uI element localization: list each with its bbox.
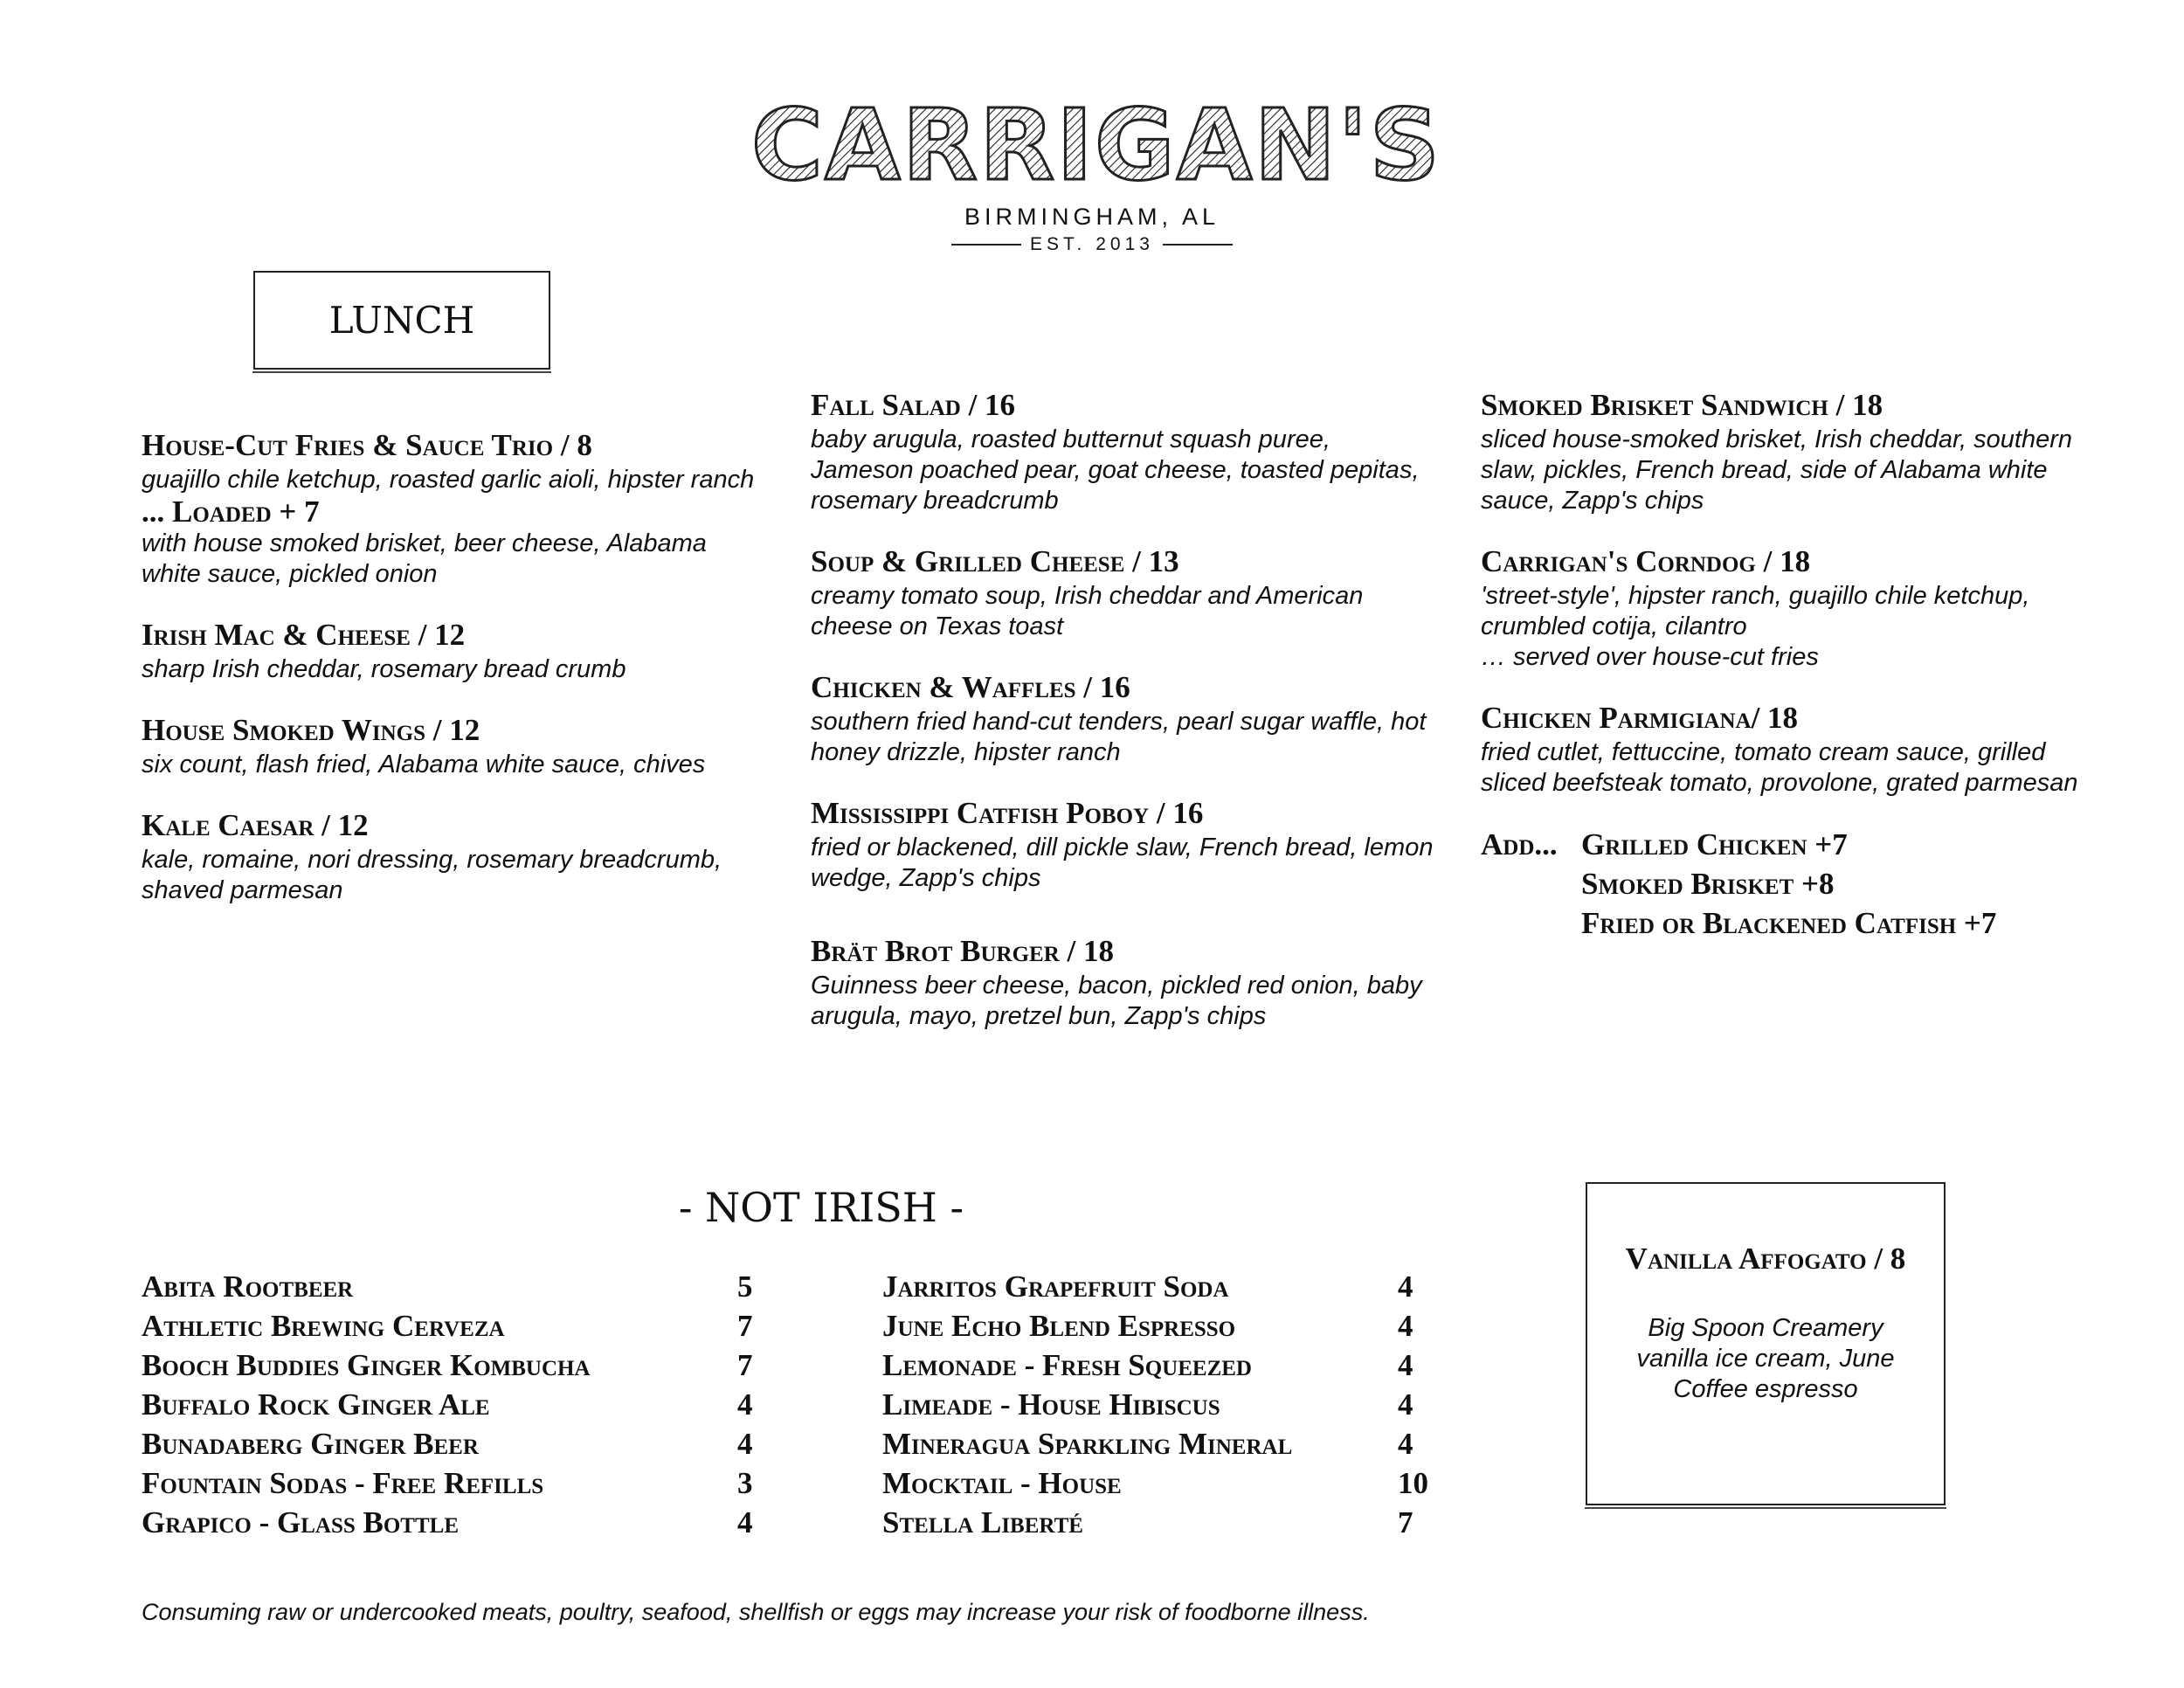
dessert-description: Big Spoon Creamery vanilla ice cream, June Coffee espresso bbox=[1636, 1314, 1895, 1403]
dessert-box bbox=[1586, 1182, 1946, 1505]
add-ons-label: Add... bbox=[1481, 827, 1558, 861]
beverage-price: 4 bbox=[737, 1387, 753, 1422]
beverage-price: 4 bbox=[1398, 1387, 1413, 1422]
beverage-row bbox=[882, 1463, 1428, 1503]
menu-item bbox=[811, 668, 1440, 768]
item-name: House-Cut Fries & Sauce Trio / 8 bbox=[142, 428, 592, 462]
beverage-name: Booch Buddies Ginger Kombucha bbox=[142, 1347, 591, 1382]
restaurant-logo bbox=[750, 87, 1442, 203]
item-description: southern fried hand-cut tenders, pearl sugar waffle, hot honey drizzle, hipster ranch bbox=[811, 708, 1427, 766]
lunch-heading-box bbox=[253, 271, 550, 370]
menu-item bbox=[142, 711, 771, 780]
beverage-price: 10 bbox=[1398, 1465, 1428, 1500]
beverage-price: 5 bbox=[737, 1269, 753, 1304]
menu-item bbox=[142, 806, 771, 906]
item-name: Kale Caesar / 12 bbox=[142, 808, 369, 842]
item-name: Carrigan's Corndog / 18 bbox=[1481, 544, 1811, 578]
beverage-price: 4 bbox=[1398, 1269, 1413, 1304]
item-name: Brät Brot Burger / 18 bbox=[811, 934, 1114, 968]
item-description: guajillo chile ketchup, roasted garlic aioli, hipster ranch bbox=[142, 466, 755, 494]
beverage-name: Buffalo Rock Ginger Ale bbox=[142, 1387, 490, 1422]
add-on-item: Smoked Brisket +8 bbox=[1581, 867, 1835, 901]
add-on-item: Grilled Chicken +7 bbox=[1581, 827, 1848, 861]
lunch-heading: LUNCH bbox=[328, 299, 475, 342]
beverage-price: 7 bbox=[737, 1308, 753, 1343]
item-name: Chicken Parmigiana/ 18 bbox=[1481, 701, 1799, 735]
beverage-name: Limeade - House Hibiscus bbox=[882, 1387, 1220, 1422]
beverage-name: Stella Liberté bbox=[882, 1505, 1083, 1539]
item-name: Irish Mac & Cheese / 12 bbox=[142, 618, 466, 652]
menu-item bbox=[1481, 386, 2110, 516]
beverage-row bbox=[882, 1267, 1428, 1306]
dessert-name: Vanilla Affogato / 8 bbox=[1625, 1242, 1906, 1276]
food-safety-disclaimer: Consuming raw or undercooked meats, poultry, seafood, shellfish or eggs may increase your risk of foodborne illness. bbox=[142, 1599, 1370, 1625]
item-name: Smoked Brisket Sandwich / 18 bbox=[1481, 388, 1883, 422]
beverage-name: Lemonade - Fresh Squeezed bbox=[882, 1347, 1252, 1382]
beverages-heading: - NOT IRISH - bbox=[678, 1184, 964, 1231]
item-description: Guinness beer cheese, bacon, pickled red onion, baby arugula, mayo, pretzel bun, Zapp's chips bbox=[811, 972, 1422, 1030]
add-on-item: Fried or Blackened Catfish +7 bbox=[1581, 906, 1997, 940]
beverage-row bbox=[142, 1385, 753, 1424]
beverage-name: Abita Rootbeer bbox=[142, 1269, 354, 1304]
menu-column-3 bbox=[1481, 386, 2110, 943]
beverage-price: 4 bbox=[737, 1426, 753, 1461]
beverage-row bbox=[882, 1424, 1428, 1463]
item-description: creamy tomato soup, Irish cheddar and American cheese on Texas toast bbox=[811, 582, 1364, 640]
beverage-list-right bbox=[882, 1267, 1428, 1542]
beverage-price: 4 bbox=[737, 1505, 753, 1539]
beverage-name: Mocktail - House bbox=[882, 1465, 1122, 1500]
beverage-row bbox=[142, 1503, 753, 1542]
menu-item bbox=[1481, 699, 2110, 799]
item-description: sliced house-smoked brisket, Irish cheddar, southern slaw, pickles, French bread, side of Alabama white sauce, Zapp's chips bbox=[1481, 425, 2073, 515]
beverage-row bbox=[142, 1346, 753, 1385]
rule-right bbox=[1163, 244, 1233, 246]
beverage-name: Fountain Sodas - Free Refills bbox=[142, 1465, 544, 1500]
beverage-row bbox=[142, 1424, 753, 1463]
add-ons-list bbox=[1581, 825, 1996, 943]
beverage-row bbox=[882, 1346, 1428, 1385]
item-note: … served over house-cut fries bbox=[1481, 643, 1819, 671]
add-ons bbox=[1481, 825, 2110, 943]
menu-item bbox=[142, 426, 771, 590]
item-name: House Smoked Wings / 12 bbox=[142, 713, 480, 747]
item-name: Soup & Grilled Cheese / 13 bbox=[811, 544, 1179, 578]
beverage-name: Grapico - Glass Bottle bbox=[142, 1505, 459, 1539]
item-description: baby arugula, roasted butternut squash puree, Jameson poached pear, goat cheese, toasted pepitas, rosemary breadcrumb bbox=[811, 425, 1420, 515]
item-description: sharp Irish cheddar, rosemary bread crumb bbox=[142, 655, 626, 683]
item-description: fried cutlet, fettuccine, tomato cream sauce, grilled sliced beefsteak tomato, provolone, grated parmesan bbox=[1481, 738, 2078, 797]
menu-column-2 bbox=[811, 386, 1440, 1058]
item-upgrade-description: with house smoked brisket, beer cheese, Alabama white sauce, pickled onion bbox=[142, 529, 707, 588]
item-name: Chicken & Waffles / 16 bbox=[811, 670, 1130, 704]
item-description: six count, flash fried, Alabama white sauce, chives bbox=[142, 751, 706, 778]
item-upgrade-name: ... Loaded + 7 bbox=[142, 495, 320, 529]
beverage-name: Bunadaberg Ginger Beer bbox=[142, 1426, 479, 1461]
beverage-row bbox=[142, 1306, 753, 1346]
beverage-row bbox=[142, 1463, 753, 1503]
beverage-price: 4 bbox=[1398, 1347, 1413, 1382]
beverage-row bbox=[882, 1385, 1428, 1424]
item-description: fried or blackened, dill pickle slaw, French bread, lemon wedge, Zapp's chips bbox=[811, 834, 1434, 892]
beverage-name: June Echo Blend Espresso bbox=[882, 1308, 1236, 1343]
item-description: 'street-style', hipster ranch, guajillo chile ketchup, crumbled cotija, cilantro bbox=[1481, 582, 2030, 640]
beverage-name: Jarritos Grapefruit Soda bbox=[882, 1269, 1229, 1304]
beverage-name: Athletic Brewing Cerveza bbox=[142, 1308, 505, 1343]
menu-item bbox=[811, 543, 1440, 642]
menu-item bbox=[142, 616, 771, 685]
logo-text: CARRIGAN'S bbox=[750, 89, 1442, 203]
item-name: Fall Salad / 16 bbox=[811, 388, 1016, 422]
rule-left bbox=[951, 244, 1021, 246]
beverage-price: 7 bbox=[737, 1347, 753, 1382]
beverage-price: 3 bbox=[737, 1465, 753, 1500]
established-text: EST. 2013 bbox=[1030, 234, 1154, 254]
menu-item bbox=[811, 386, 1440, 516]
beverage-price: 4 bbox=[1398, 1308, 1413, 1343]
beverage-name: Mineragua Sparkling Mineral bbox=[882, 1426, 1293, 1461]
beverage-price: 7 bbox=[1398, 1505, 1413, 1539]
menu-item bbox=[811, 794, 1440, 894]
menu-column-1 bbox=[142, 426, 771, 932]
beverage-row bbox=[882, 1503, 1428, 1542]
beverage-price: 4 bbox=[1398, 1426, 1413, 1461]
location-text: BIRMINGHAM, AL bbox=[964, 204, 1220, 230]
carrigans-logo-graphic bbox=[750, 87, 1442, 203]
item-name: Mississippi Catfish Poboy / 16 bbox=[811, 796, 1204, 830]
beverage-row bbox=[142, 1267, 753, 1306]
established-line bbox=[830, 234, 1354, 255]
menu-item bbox=[811, 932, 1440, 1032]
menu-item bbox=[1481, 543, 2110, 673]
item-description: kale, romaine, nori dressing, rosemary breadcrumb, shaved parmesan bbox=[142, 846, 722, 904]
beverage-list-left bbox=[142, 1267, 753, 1542]
beverage-row bbox=[882, 1306, 1428, 1346]
